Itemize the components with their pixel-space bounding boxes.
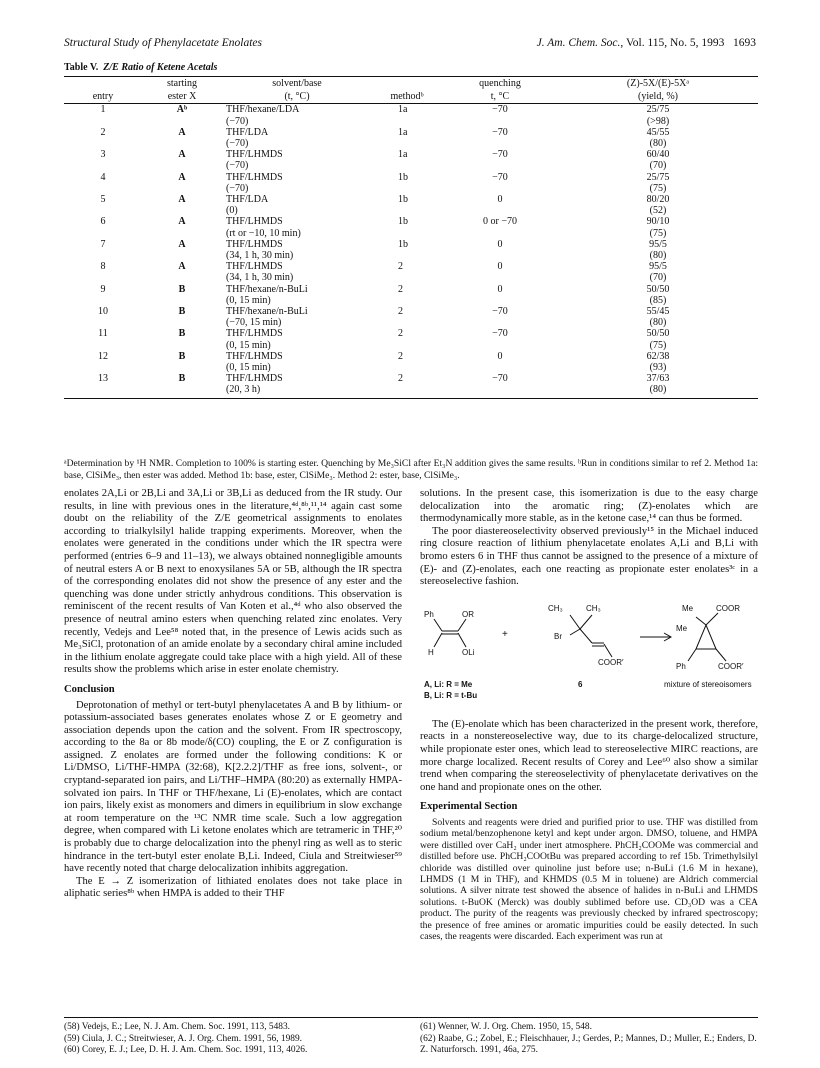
conditions: (−70) [226,182,249,194]
cell-solvent [222,149,372,171]
table-body [64,104,758,398]
label-ph: Ph [424,609,434,619]
cell-entry: 12 [98,350,108,362]
cell-ester: B [178,283,186,295]
cell-entry: 9 [100,283,106,295]
experimental-heading: Experimental Section [420,801,518,813]
reference-59: (59) Ciula, J. C.; Streitwieser, A. J. Org. Chem. 1991, 56, 1989. [64,1033,302,1044]
label-or: OR [462,609,474,619]
cell-entry: 3 [100,149,106,161]
label-coor: COOR [716,603,740,613]
conditions: (0) [226,205,238,217]
label-plus: + [502,628,508,640]
cell-method: 1a [398,149,408,161]
cell-entry: 7 [100,238,106,250]
cell-solvent [222,261,372,283]
solvent-base: THF/LHMDS [226,238,283,250]
solvent-base: THF/hexane/LDA [226,104,300,116]
yield: (85) [649,294,667,306]
yield: (80) [649,138,667,150]
caption-a-li: A, Li: R = Me [424,679,473,689]
cell-ratio [558,216,758,238]
cell-ratio [558,328,758,350]
th-method-blank [372,77,442,91]
cell-method: 1b [398,171,408,183]
cell-solvent [222,306,372,328]
conditions: (20, 3 h) [226,384,261,396]
cell-method: 1a [398,104,408,116]
conditions: (34, 1 h, 30 min) [226,250,294,262]
table-row [64,194,758,216]
cell-quench: −70 [492,171,508,183]
cell-ratio [558,172,758,194]
cell-method: 2 [398,283,403,295]
th-quench-bottom: t, °C [442,90,558,104]
cell-ester: A [178,126,186,138]
solvent-base: THF/LHMDS [226,261,283,273]
solvent-base: THF/LHMDS [226,328,283,340]
paragraph: The (E)-enolate which has been characterized in the present work, therefore, reacts in a nonstereoselective way, due to its charge-delocalized structure, while propionate ester ones, which lead to stereoselective MIRC reactions, are more charge localized. Recent results of Corey and Lee⁶⁰ also show a similar trend when comparing the stereoselectivity of phenylacetate derivatives on the one hand and propionate ones on the other. [420,718,758,793]
th-method: methodᵇ [372,90,442,104]
cell-ester: A [178,171,186,183]
th-solvent-top: solvent/base [222,77,372,91]
cell-solvent [222,172,372,194]
conditions: (0, 15 min) [226,362,271,374]
z-e-ratio: 90/10 [646,216,670,228]
cell-ester: A [178,149,186,161]
cell-method: 1a [398,126,408,138]
running-header [64,37,756,51]
th-ratio-top: (Z)-5X/(E)-5Xᵃ [558,77,758,91]
table-row [64,104,758,127]
cell-entry: 11 [98,328,108,340]
conditions: (rt or −10, 10 min) [226,227,301,239]
cell-solvent [222,194,372,216]
cell-solvent [222,351,372,373]
cell-entry: 4 [100,171,106,183]
reference-62: (62) Raabe, G.; Zobel, E.; Fleischhauer, J.; Gerdes, P.; Mannes, D.; Muller, E.; Enders, D. Z. Naturforsch. 1991, 46a, 275. [420,1033,757,1056]
conditions: (−70) [226,160,249,172]
label-ch3-a: CH₃ [548,603,563,613]
cell-ester: A [178,216,186,228]
right-column [420,488,758,942]
th-ratio-bottom: (yield, %) [558,90,758,104]
paragraph: The E → Z isomerization of lithiated enolates does not take place in aliphatic series⁸ᵇ when HMPA is added to their THF [64,875,402,900]
label-coor-prime: COOR′ [598,657,624,667]
table-row [64,306,758,328]
header-volume: , Vol. 115, No. 5, 1993 [620,37,725,49]
cell-solvent [222,284,372,306]
cell-quench: −70 [442,373,558,398]
reference-60: (60) Corey, E. J.; Lee, D. H. J. Am. Chem. Soc. 1991, 113, 4026. [64,1045,308,1056]
reaction-scheme [420,595,758,713]
cell-entry: 1 [100,104,106,116]
cell-method: 1b [398,216,408,228]
reference-61: (61) Wenner, W. J. Org. Chem. 1950, 15, 548. [420,1022,592,1032]
cell-ratio [558,239,758,261]
yield: (70) [649,272,667,284]
table-caption [64,62,217,73]
cell-ratio [558,149,758,171]
z-e-ratio: 50/50 [646,328,670,340]
cell-ester: Aᵇ [176,104,188,116]
conclusion-heading: Conclusion [64,683,115,695]
conditions: (−70) [226,115,249,127]
z-e-ratio: 80/20 [646,194,670,206]
th-solvent-bottom: (t, °C) [222,90,372,104]
table-title: Z/E Ratio of Ketene Acetals [103,62,218,73]
cell-ratio [558,194,758,216]
cell-method: 2 [398,350,403,362]
cell-method: 2 [398,328,403,340]
cell-quench: −70 [492,104,508,116]
yield: (52) [649,205,667,217]
conditions: (0, 15 min) [226,294,271,306]
cell-solvent [222,216,372,238]
table-row [64,239,758,261]
table-row [64,261,758,283]
label-oli: OLi [462,647,475,657]
conditions: (−70, 15 min) [226,317,282,329]
cell-quench: −70 [492,306,508,318]
solvent-base: THF/LDA [226,126,269,138]
table-row [64,351,758,373]
z-e-ratio: 55/45 [646,306,670,318]
table-label: Table V. [64,62,99,73]
cell-method: 2 [372,373,442,398]
references-left [64,1022,402,1057]
solvent-base: THF/LDA [226,194,269,206]
cell-ester: B [142,373,222,398]
label-br: Br [554,631,562,641]
z-e-ratio: 62/38 [646,350,670,362]
solvent-base: THF/LHMDS [226,149,283,161]
z-e-ratio: 45/55 [646,126,670,138]
cell-quench: 0 [497,194,503,206]
ratio-table [64,76,758,399]
cell-quench: 0 [497,261,503,273]
label-ph-product: Ph [676,661,686,671]
cell-entry: 5 [100,194,106,206]
paragraph: The poor diastereoselectivity observed previously¹⁵ in the Michael induced ring closure reaction of lithium phenylacetate enolates A,Li and B,Li with bromo esters 6 in THF thus cannot be assigned to the presence of a mixture of (E)- and (Z)-enolates, each one reacting as propionate ester enolates³ᶜ in a stereoselective fashion. [420,525,758,588]
references-right [420,1022,758,1057]
references [64,1017,758,1056]
solvent-base: THF/LHMDS [226,350,283,362]
reference-58: (58) Vedejs, E.; Lee, N. J. Am. Chem. Soc. 1991, 113, 5483. [64,1022,291,1032]
z-e-ratio: 60/40 [646,149,670,161]
conditions: (0, 15 min) [226,339,271,351]
cell-solvent [222,239,372,261]
yield: (>98) [646,115,670,127]
conditions: (34, 1 h, 30 min) [226,272,294,284]
cell-quench: 0 [497,238,503,250]
z-e-ratio: 25/75 [646,104,670,116]
cell-ester: B [178,328,186,340]
table-row [64,149,758,171]
yield: (80) [649,317,667,329]
table-row [64,216,758,238]
yield: (75) [649,339,667,351]
solvent-base: THF/hexane/n-BuLi [226,283,308,295]
cell-solvent [222,104,372,127]
table-row [64,172,758,194]
cell-ratio [558,351,758,373]
label-coor-prime-product: COOR′ [718,661,744,671]
yield: (75) [649,227,667,239]
table-footnote: ᵃDetermination by ¹H NMR. Completion to 100% is starting ester. Quenching by Me₃SiCl after Et₃N addition gives the same results. ᵇRun in conditions similar to ref 2. Method 1a: base, ClSiMe₃, then ester was added. Method 1b: base, ester, ClSiMe₃. Method 2: ester, base, ClSiMe₃. [64,458,758,481]
cell-quench: 0 or −70 [483,216,517,228]
cell-quench: −70 [492,328,508,340]
cell-entry: 8 [100,261,106,273]
cell-solvent [222,127,372,149]
table-row [64,127,758,149]
paragraph: solutions. In the present case, this isomerization is due to the easy charge delocalization into the aromatic ring; (Z)-enolates which are thermodynamically more stable, as in the ketone case,¹⁴ can thus be formed. [420,488,758,525]
yield: (80) [649,250,667,262]
th-entry-blank [64,77,142,91]
caption-mixture: mixture of stereoisomers [664,679,752,689]
cell-ester: B [178,350,186,362]
paragraph: Deprotonation of methyl or tert-butyl phenylacetates A and B by lithium- or potassium-associated bases generates enolates whose Z or E geometry and association depends upon the cation and the solvent. From IR spectroscopy, according to the 8a or 8b mode/δ(CO) coupling, the E or Z configuration is assigned. Z enolates are formed under the following conditions: K or Li/DMSO, Li/THF-HMPA (32:68), K[2.2.2]/THF as free ions, solvent-, or cryptand-separated ion pairs, and Li/THF–HMPA (80:20) as externally HMPA-solvated ion pairs. In THF or THF/hexane, Li (E)-enolates, which are contact ion pairs, likely exist as monomers and dimers in equilibrium in slow exchange at room temperature on the ¹³C NMR time scale. Such a low aggregation degree, when compared with Li ketone enolates which are tetrameric in THF,²⁰ is probably due to charge delocalization into the phenyl ring as well as to steric hindrance in the tert-butyl ester enolate B,Li. Indeed, Ciula and Streitwieser⁵⁹ have recently noted that charge delocalization inhibits aggregation. [64,699,402,875]
solvent-base: THF/LHMDS [226,373,283,385]
solvent-base: THF/LHMDS [226,216,283,228]
cell-ester: A [178,238,186,250]
cell-ratio [558,306,758,328]
label-h: H [428,647,434,657]
cell-ratio [558,127,758,149]
header-citation [537,37,756,49]
solvent-base: THF/LHMDS [226,171,283,183]
cell-method: 2 [398,261,403,273]
header-article-title: Structural Study of Phenylacetate Enolates [64,37,263,49]
yield: (70) [649,160,667,172]
caption-b-li: B, Li: R = t-Bu [424,690,478,700]
cell-ester: A [178,261,186,273]
cell-entry: 6 [100,216,106,228]
header-page-number: 1693 [733,37,756,49]
yield: (93) [649,362,667,374]
cell-quench: 0 [497,283,503,295]
cell-quench: −70 [492,126,508,138]
z-e-ratio: 37/63 [646,373,670,385]
cell-ratio [558,104,758,127]
z-e-ratio: 95/5 [649,261,667,273]
cell-entry: 10 [98,306,108,318]
table-row [64,328,758,350]
z-e-ratio: 95/5 [649,238,667,250]
cell-quench: 0 [497,350,503,362]
cell-solvent [222,328,372,350]
th-entry: entry [64,90,142,104]
cell-ratio [558,284,758,306]
cell-method: 1b [398,194,408,206]
cell-ester: A [178,194,186,206]
yield: (80) [649,384,667,396]
cell-ratio [558,261,758,283]
paragraph: enolates 2A,Li or 2B,Li and 3A,Li or 3B,Li as deduced from the IR study. Our results, in line with previous ones in the literature,⁴ᵈ,⁸ᵇ,¹¹,¹⁴ again cast some doubt on the reliability of the Z/E geometrical assignments to enolates according to trialkylsilyl halide trapping experiments. Moreover, when the enolates were generated in the conditions under which the IR spectra were performed (entries 6–9 and 11–13), we always obtained nonnegligible amounts of neutral esters A or B next to enoxysilanes 5A or 5B, although the IR spectra of the corresponding enolates did not show the presence of any ester and the quenching was done under strictly anhydrous conditions. This observation is reminiscent of the recent results of Van Koten et al.,⁴ᵈ who also observed the presence of neutral amino esters when quenching related zinc enolates. Very recently, Vedejs and Lee⁵⁸ noted that, in the presence of Lewis acids such as Me₃SiCl, protonation of an amide enolate by a secondary chiral amine included in the lithium enolate aggregate could take place with a high yield. All of these results show the problems which arise in ester enolate chemistry. [64,488,402,676]
label-ch3-b: CH₃ [586,603,601,613]
label-me: Me [676,623,688,633]
table-row [64,284,758,306]
th-ester-top: starting [142,77,222,91]
cell-ratio [558,373,758,398]
cell-entry: 13 [64,373,142,398]
left-column [64,488,402,901]
table-row [64,373,758,398]
cell-quench: −70 [492,149,508,161]
cell-solvent [222,373,372,398]
cell-method: 2 [398,306,403,318]
z-e-ratio: 50/50 [646,283,670,295]
paragraph: Solvents and reagents were dried and purified prior to use. THF was distilled from sodium metal/benzophenone ketyl and kept under argon. DMSO, toluene, and HMPA were distilled over CaH₂ under inert atmosphere. PhCH₂COOMe was commercial and distilled before use. PhCH₂COOtBu was prepared according to ref 15b. Trimethylsilyl chloride was distilled over quinoline just before use; n-BuLi (1.6 M in hexane), LHMDS (1 M in THF), and KHMDS (0.5 M in toluene) are Aldrich commercial solutions. A silver nitrate test showed the absence of halides in n-BuLi and LHMDS solutions. t-BuOK (Merck) was doubly sublimed before use. CD₃OD was a CEA product. The purity of the reagents was previously checked by infrared spectroscopy; the presence of free amines or aromatic impurities could be easily detected. In such cases, the reagents were discarded. Each experiment was run at [420,816,758,942]
solvent-base: THF/hexane/n-BuLi [226,306,308,318]
cell-ester: B [178,306,186,318]
yield: (75) [649,182,667,194]
z-e-ratio: 25/75 [646,171,670,183]
label-me-top: Me [682,603,694,613]
th-quench-top: quenching [442,77,558,91]
cell-entry: 2 [100,126,106,138]
th-ester-bottom: ester X [142,90,222,104]
compound-number-6: 6 [578,679,583,689]
conditions: (−70) [226,138,249,150]
cell-method: 1b [398,238,408,250]
header-journal: J. Am. Chem. Soc. [536,37,621,49]
